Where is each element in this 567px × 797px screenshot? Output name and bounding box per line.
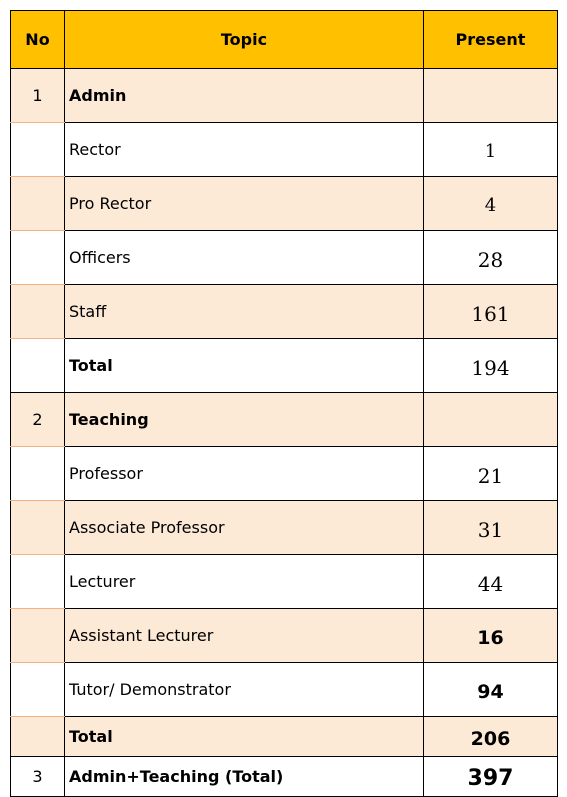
table-row [11,555,558,609]
row-no [11,501,65,555]
row-topic: Pro Rector [65,177,424,231]
header-topic: Topic [65,11,424,69]
row-present: 161 [424,285,558,339]
row-no: 1 [11,69,65,123]
header-present: Present [424,11,558,69]
row-topic: Total [65,339,424,393]
row-topic: Admin [65,69,424,123]
row-no [11,123,65,177]
row-present: 94 [424,663,558,717]
table-row [11,393,558,447]
table-row [11,447,558,501]
table-row [11,339,558,393]
row-no [11,231,65,285]
row-no [11,663,65,717]
row-topic: Teaching [65,393,424,447]
table-row [11,177,558,231]
row-present: 44 [424,555,558,609]
row-topic: Total [65,717,424,757]
row-present [424,69,558,123]
row-no [11,177,65,231]
row-topic: Officers [65,231,424,285]
row-topic: Rector [65,123,424,177]
row-no: 2 [11,393,65,447]
row-present: 206 [424,717,558,757]
table-row [11,501,558,555]
table-row [11,123,558,177]
row-present: 397 [424,757,558,797]
table-row [11,717,558,757]
row-present: 16 [424,609,558,663]
table-row [11,69,558,123]
row-present: 4 [424,177,558,231]
table-row [11,757,558,797]
row-no [11,339,65,393]
row-topic: Associate Professor [65,501,424,555]
row-present: 28 [424,231,558,285]
row-no [11,285,65,339]
row-present: 31 [424,501,558,555]
row-present: 1 [424,123,558,177]
row-present: 194 [424,339,558,393]
row-topic: Staff [65,285,424,339]
row-no [11,609,65,663]
row-topic: Assistant Lecturer [65,609,424,663]
header-row [11,11,558,69]
table-row [11,663,558,717]
row-no [11,555,65,609]
row-no [11,717,65,757]
row-topic: Lecturer [65,555,424,609]
table-row [11,231,558,285]
row-topic: Tutor/ Demonstrator [65,663,424,717]
table-row [11,609,558,663]
row-no [11,447,65,501]
row-present [424,393,558,447]
row-present: 21 [424,447,558,501]
header-no: No [11,11,65,69]
row-no: 3 [11,757,65,797]
row-topic: Professor [65,447,424,501]
staff-table [10,10,558,797]
table-row [11,285,558,339]
row-topic: Admin+Teaching (Total) [65,757,424,797]
